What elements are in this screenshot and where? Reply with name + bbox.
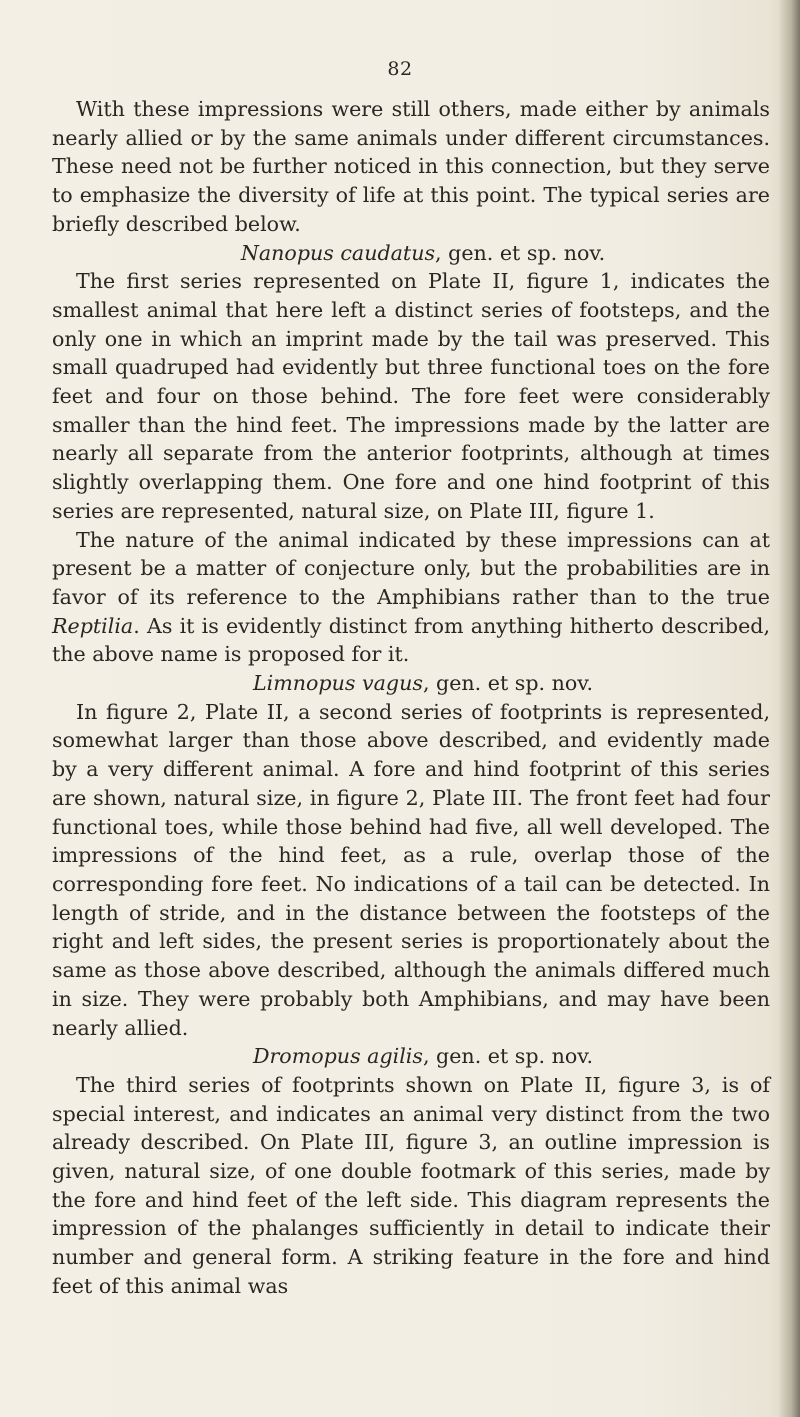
paragraph-nanopus-description: The first series represented on Plate II, figure 1, indicates the smallest animal that here left a distinct series of footsteps, and the only one in which an imprint made by the tail was preserved. This small quadruped had evidently but three functional toes on the fore feet and four on those behind. The fore feet were considerably smaller than the hind feet. The impressions made by the latter are nearly all separate from the anterior footprints, although at times slightly overlapping them. One fore and one hind footprint of this series are represented, natural size, on Plate III, figure 1. (52, 269, 770, 523)
heading-nanopus (52, 239, 770, 268)
heading-dromopus (52, 1042, 770, 1071)
body-text (52, 95, 770, 1301)
heading-limnopus (52, 669, 770, 698)
page-edge-shadow (778, 0, 800, 1417)
heading-limnopus-suffix: , gen. et sp. nov. (422, 671, 594, 696)
page-number: 82 (387, 58, 413, 80)
heading-nanopus-genus: Nanopus caudatus (240, 240, 436, 265)
heading-dromopus-genus: Dromopus agilis (252, 1044, 423, 1069)
paragraph-nanopus-nature-a: The nature of the animal indicated by these impressions can at present be a matter of conjecture only, but the probabilities are in favor of its reference to the Amphibians rather than to the true (52, 527, 770, 609)
heading-nanopus-suffix: , gen. et sp. nov. (435, 240, 606, 265)
heading-dromopus-suffix: , gen. et sp. nov. (422, 1044, 594, 1069)
reptilia-term: Reptilia (52, 613, 134, 638)
paragraph-intro: With these impressions were still others, made either by animals nearly allied or by the same animals under different circumstances. These need not be further noticed in this connection, but they serve to emphasize the diversity of life at this point. The typical series are briefly described below. (52, 97, 770, 236)
paragraph-nanopus-nature-b: . As it is evidently distinct from anything hitherto described, the above name is proposed for it. (52, 613, 770, 667)
heading-limnopus-genus: Limnopus vagus (252, 671, 423, 696)
paragraph-nanopus-nature (52, 526, 770, 670)
paragraph-dromopus: The third series of footprints shown on Plate II, figure 3, is of special interest, and indicates an animal very distinct from the two already described. On Plate III, figure 3, an outline impression is given, natural size, of one double footmark of this series, made by the fore and hind feet of the left side. This diagram represents the impression of the phalanges sufficiently in detail to indicate their number and general form. A striking feature in the fore and hind feet of this animal was (52, 1072, 770, 1298)
paragraph-limnopus: In figure 2, Plate II, a second series of footprints is represented, somewhat larger than those above described, and evidently made by a very different animal. A fore and hind footprint of this series are shown, natural size, in figure 2, Plate III. The front feet had four functional toes, while those behind had five, all well developed. The impressions of the hind feet, as a rule, overlap those of the corresponding fore feet. No indications of a tail can be detected. In length of stride, and in the distance between the footsteps of the right and left sides, the present series is proportionately about the same as those above described, although the animals differed much in size. They were probably both Amphibians, and may have been nearly allied. (52, 699, 770, 1040)
